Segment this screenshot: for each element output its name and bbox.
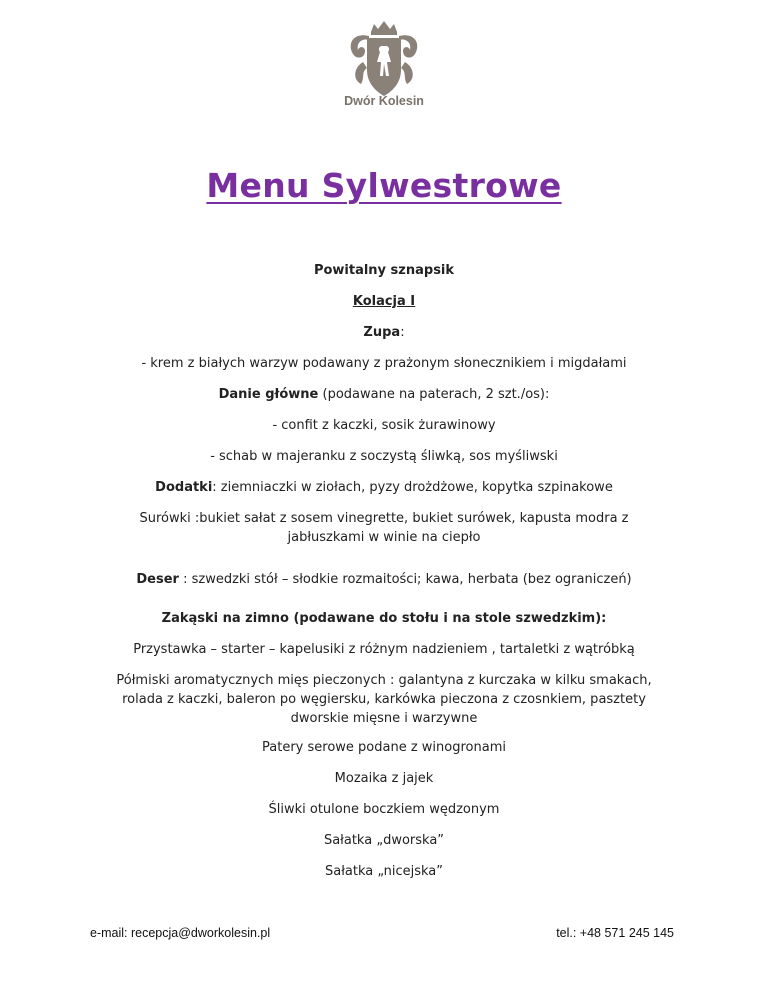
- cold-item-6: Sałatka „dworska”: [323, 833, 445, 848]
- dinner-heading-text: Kolacja I: [352, 294, 416, 309]
- welcome-drink: Powitalny sznapsik: [313, 263, 455, 278]
- dessert-text: : szwedzki stół – słodkie rozmaitości; kawa, herbata (bez ograniczeń): [178, 572, 632, 587]
- soup-heading: [90, 323, 678, 342]
- cold-item-5: Śliwki otulone boczkiem wędzonym: [268, 802, 500, 817]
- footer-email: e-mail: recepcja@dworkolesin.pl: [90, 926, 271, 940]
- main-course-heading: [90, 385, 678, 404]
- soup-label: Zupa: [363, 325, 401, 340]
- soup-item: - krem z białych warzyw podawany z prażonym słonecznikiem i migdałami: [141, 356, 627, 371]
- dessert-label: Deser: [136, 572, 179, 587]
- sides-text: : ziemniaczki w ziołach, pyzy drożdżowe, kopytka szpinakowe: [212, 480, 613, 495]
- main-course-note: (podawane na paterach, 2 szt./os):: [318, 387, 550, 402]
- sides-line: [90, 478, 678, 497]
- brand-name: Dwór Kolesin: [344, 94, 424, 108]
- cold-item-3: Patery serowe podane z winogronami: [262, 740, 506, 755]
- salads-line: Surówki :bukiet sałat z sosem vinegrette, bukiet surówek, kapusta modra z jabłuszkami w winie na ciepło: [139, 511, 629, 545]
- dinner-heading: [90, 292, 678, 311]
- cold-item-4: Mozaika z jajek: [334, 771, 434, 786]
- main-course-item-1: - confit z kaczki, sosik żurawinowy: [272, 418, 496, 433]
- page-title: Menu Sylwestrowe: [206, 166, 562, 205]
- footer-phone: tel.: +48 571 245 145: [556, 926, 674, 940]
- cold-item-2: Półmiski aromatycznych mięs pieczonych : galantyna z kurczaka w kilku smakach, rolada z kaczki, baleron po węgiersku, karkówka pieczona z czosnkiem, pasztety dworskie mięsne i warzywne: [116, 673, 652, 726]
- cold-item-1: Przystawka – starter – kapelusiki z różnym nadzieniem , tartaletki z wątróbką: [133, 642, 635, 657]
- main-course-item-2: - schab w majeranku z soczystą śliwką, sos myśliwski: [210, 449, 558, 464]
- sides-label: Dodatki: [155, 480, 213, 495]
- dessert-line: [90, 570, 678, 589]
- cold-item-7: Sałatka „nicejska”: [324, 864, 444, 879]
- cold-appetizers-heading: Zakąski na zimno (podawane do stołu i na stole szwedzkim):: [161, 611, 607, 626]
- soup-suffix: :: [400, 325, 405, 340]
- main-course-label: Danie główne: [218, 387, 319, 402]
